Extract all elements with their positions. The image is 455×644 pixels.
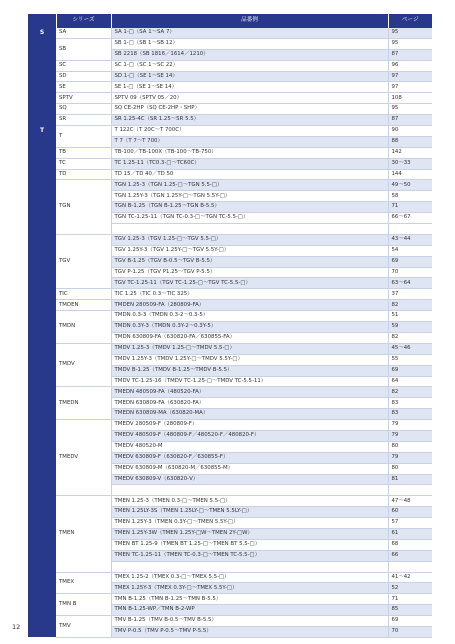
series-cell: SPTV	[56, 93, 111, 104]
page-cell	[388, 561, 432, 572]
item-cell	[111, 561, 388, 572]
table-row	[28, 496, 432, 507]
table-row	[28, 234, 432, 245]
page-cell: 49～50	[388, 180, 432, 191]
item-cell: TMEDN 630809-MA（630820-MA）	[111, 409, 388, 420]
page-cell: 83	[388, 398, 432, 409]
page-cell: 68	[388, 539, 432, 550]
table-row	[28, 104, 432, 115]
table-row	[28, 594, 432, 605]
item-cell: SA 1-□（SA 1～SA 7）	[111, 28, 388, 38]
page-cell: 108	[388, 93, 432, 104]
page-cell: 144	[388, 169, 432, 180]
header-item: 品番例	[111, 14, 388, 28]
page-cell: 80	[388, 441, 432, 452]
table-row	[28, 158, 432, 169]
item-cell: TMEDV 630809-F（630820-F／630855-F）	[111, 452, 388, 463]
series-cell: SQ	[56, 104, 111, 115]
item-cell: SR 1.25-4C（SR 1.25～SR 5.5）	[111, 115, 388, 126]
index-table	[28, 14, 432, 638]
item-cell: TMV B-1.25（TMV B-0.5～TMV B-5.5）	[111, 616, 388, 627]
item-cell: TGN 1.25-3（TGN 1.25-□～TGN 5.5-□）	[111, 180, 388, 191]
table-row	[28, 147, 432, 158]
page-cell: 142	[388, 147, 432, 158]
page-cell: 70	[388, 626, 432, 637]
series-cell: SR	[56, 115, 111, 126]
page-cell: 96	[388, 60, 432, 71]
item-cell: TMDEN 280509-FA（280809-FA）	[111, 300, 388, 311]
item-cell: TMEDV 630809-M（630820-M／630855-M）	[111, 463, 388, 474]
page-cell: 90	[388, 126, 432, 137]
page-cell: 79	[388, 452, 432, 463]
table-row	[28, 311, 432, 322]
page-cell: 60	[388, 507, 432, 518]
page-cell: 85	[388, 605, 432, 616]
table-row	[28, 169, 432, 180]
item-cell: TGV 1.25-3（TGV 1.25-□～TGV 5.5-□）	[111, 234, 388, 245]
item-cell: TGV P-1.25（TGV P1.25～TGV P-5.5）	[111, 267, 388, 278]
page-cell: 97	[388, 82, 432, 93]
page-cell: 37	[388, 289, 432, 300]
item-cell	[111, 224, 388, 235]
series-cell: SE	[56, 82, 111, 93]
header-series: シリーズ	[56, 14, 111, 28]
page-cell: 70	[388, 267, 432, 278]
page-cell	[388, 485, 432, 496]
page-cell: 69	[388, 256, 432, 267]
table-row	[28, 71, 432, 82]
page-cell: 87	[388, 115, 432, 126]
item-cell: TGV B-1.25（TGV B-0.5～TGV B-5.5）	[111, 256, 388, 267]
table-row	[28, 28, 432, 38]
table-header	[28, 14, 432, 28]
series-cell: SB	[56, 38, 111, 60]
item-cell: TMEDN 480509-FA（480520-FA）	[111, 387, 388, 398]
item-cell: TMEX 1.25Y-3（TMEX 0.3Y-□～TMEX 5.5Y-□）	[111, 583, 388, 594]
page-cell: 59	[388, 322, 432, 333]
page-cell: 64	[388, 376, 432, 387]
page-cell	[388, 224, 432, 235]
page-cell: 30～33	[388, 158, 432, 169]
header-letter	[28, 14, 56, 28]
page-cell: 51	[388, 311, 432, 322]
item-cell: SB 1-□（SB 1～SB 12）	[111, 38, 388, 49]
section-letter: T	[28, 126, 56, 638]
item-cell: TGN TC-1.25-11（TGN TC-0.3-□～TGN TC-5.5-□）	[111, 213, 388, 224]
item-cell: T 122C（T 20C～T 700C）	[111, 126, 388, 137]
page-cell: 82	[388, 332, 432, 343]
table-row	[28, 616, 432, 627]
item-cell: SB 2218（SB 1816／1614／1210）	[111, 49, 388, 60]
series-cell: TMDV	[56, 343, 111, 387]
item-cell: TMEDV 480509-F（480809-F／480520-F／480820-F）	[111, 430, 388, 441]
item-cell: SD 1-□（SE 1～SE 14）	[111, 71, 388, 82]
series-cell: TMEDN	[56, 387, 111, 420]
item-cell: TMDN 0.3-3（TMDN 0.3-2～0.3-5）	[111, 311, 388, 322]
item-cell: TB-100／TB-100X（TB-100～TB-750）	[111, 147, 388, 158]
table-row	[28, 180, 432, 191]
table-row	[28, 60, 432, 71]
item-cell: TMDV TC-1.25-16（TMDV TC-1.25-□～TMDV TC-5.5-11）	[111, 376, 388, 387]
page-cell: 71	[388, 202, 432, 213]
page-cell: 82	[388, 300, 432, 311]
page-cell: 55	[388, 354, 432, 365]
item-cell: SPTV 09（SPTV 05／20）	[111, 93, 388, 104]
table-body	[28, 28, 432, 637]
page-cell: 52	[388, 583, 432, 594]
page-cell: 95	[388, 38, 432, 49]
series-cell: TMEN	[56, 496, 111, 572]
page-cell: 95	[388, 28, 432, 38]
series-cell: TC	[56, 158, 111, 169]
item-cell: TMDV 1.25-3（TMDV 1.25-□～TMDV 5.5-□）	[111, 343, 388, 354]
item-cell: TIC 1.25（TIC 0.3～TIC 325）	[111, 289, 388, 300]
series-cell: TGV	[56, 234, 111, 288]
item-cell: TMEN 1.25Y-3（TMEN 0.3Y-□～TMEN 5.5Y-□）	[111, 518, 388, 529]
item-cell: TD 15／TD 40／TD 50	[111, 169, 388, 180]
series-cell: TD	[56, 169, 111, 180]
table-row	[28, 115, 432, 126]
table-row	[28, 343, 432, 354]
item-cell: TMEN 1.25Y-3W（TMEN 1.25Y-□W～TMEN 2Y-□W）	[111, 528, 388, 539]
series-cell: SD	[56, 71, 111, 82]
item-cell: SC 1-□（SC 1～SC 22）	[111, 60, 388, 71]
page-cell: 83	[388, 409, 432, 420]
item-cell: TMDV B-1.25（TMDV B-1.25～TMDV B-5.5）	[111, 365, 388, 376]
item-cell: TMN B-1.25（TMN B-1.25～TMN B-5.5）	[111, 594, 388, 605]
page-cell: 71	[388, 594, 432, 605]
item-cell: TMV P-0.5（TMV P-0.5～TMV P-5.5）	[111, 626, 388, 637]
page-cell: 69	[388, 616, 432, 627]
page-cell: 79	[388, 420, 432, 431]
page-cell: 95	[388, 104, 432, 115]
table-row	[28, 572, 432, 583]
table-row	[28, 300, 432, 311]
page-cell: 57	[388, 518, 432, 529]
item-cell: TMEDV 280509-F（280809-F）	[111, 420, 388, 431]
item-cell	[111, 485, 388, 496]
page-cell: 58	[388, 191, 432, 202]
page-cell: 63～64	[388, 278, 432, 289]
page-cell: 81	[388, 474, 432, 485]
series-cell: TIC	[56, 289, 111, 300]
page-cell: 61	[388, 528, 432, 539]
series-cell: TMDEN	[56, 300, 111, 311]
item-cell: TMDV 1.25Y-3（TMDV 1.25Y-□～TMDV 5.5Y-□）	[111, 354, 388, 365]
item-cell: TMEN BT 1.25-9（TMEN BT 1.25-□～TMEN BT 5.5-□）	[111, 539, 388, 550]
table-row	[28, 38, 432, 49]
table-row	[28, 387, 432, 398]
page-cell: 41～42	[388, 572, 432, 583]
page-cell: 82	[388, 387, 432, 398]
page-cell: 88	[388, 136, 432, 147]
item-cell: TGN 1.25Y-3（TGN 1.25Y-□～TGN 5.5Y-□）	[111, 191, 388, 202]
series-cell: TB	[56, 147, 111, 158]
page-cell: 47～48	[388, 496, 432, 507]
table-row	[28, 93, 432, 104]
page-cell: 87	[388, 49, 432, 60]
item-cell: TGN B-1.25（TGN B-1.25～TGN B-5.5）	[111, 202, 388, 213]
series-cell: TGN	[56, 180, 111, 234]
item-cell: SQ CE-2HP（SQ CE-2HP・SHP）	[111, 104, 388, 115]
item-cell: TGV TC-1.25-11（TGV TC-1.25-□～TGV TC-5.5-□）	[111, 278, 388, 289]
item-cell: TMEDV 480520-M	[111, 441, 388, 452]
page-cell: 80	[388, 463, 432, 474]
page-cell: 69	[388, 365, 432, 376]
table-row	[28, 82, 432, 93]
series-cell: SA	[56, 28, 111, 38]
item-cell: TMEDN 630809-FA（630820-FA）	[111, 398, 388, 409]
section-letter: S	[28, 28, 56, 126]
item-cell: TMEN 1.25-3（TMEN 0.3-□～TMEN 5.5-□）	[111, 496, 388, 507]
item-cell: TMDN 630809-FA（630820-FA／630855-FA）	[111, 332, 388, 343]
page-cell: 66～67	[388, 213, 432, 224]
series-cell: T	[56, 126, 111, 148]
item-cell: TMEN TC-1.25-11（TMEN TC-0.3-□～TMEN TC-5.5-□）	[111, 550, 388, 561]
table-row	[28, 126, 432, 137]
page-cell: 97	[388, 71, 432, 82]
table-row	[28, 420, 432, 431]
item-cell: TC 1.25-11（TC0.3-□～TC60C）	[111, 158, 388, 169]
page-cell: 45～46	[388, 343, 432, 354]
series-cell: TMEX	[56, 572, 111, 594]
page-cell: 79	[388, 430, 432, 441]
series-cell: SC	[56, 60, 111, 71]
series-cell: TMN B	[56, 594, 111, 616]
item-cell: TMEN 1.25LY-3S（TMEN 1.25LY-□～TMEN 5.5LY-□）	[111, 507, 388, 518]
header-page: ページ	[388, 14, 432, 28]
item-cell: TMN B-1.25-WP／TMN B-2-WP	[111, 605, 388, 616]
item-cell: TMEDV 630809-V（630820-V）	[111, 474, 388, 485]
page-number: 12	[12, 623, 21, 631]
page-cell: 66	[388, 550, 432, 561]
item-cell: SE 1-□（SE 1～SE 14）	[111, 82, 388, 93]
series-cell: TMV	[56, 616, 111, 638]
series-cell: TMEDV	[56, 420, 111, 496]
item-cell: TGV 1.25Y-3（TGV 1.25Y-□～TGV 5.5Y-□）	[111, 245, 388, 256]
item-cell: TMEX 1.25-2（TMEX 0.3-□～TMEX 5.5-□）	[111, 572, 388, 583]
page-cell: 43～44	[388, 234, 432, 245]
table-row	[28, 289, 432, 300]
item-cell: TMDN 0.3Y-3（TMDN 0.3Y-2～0.3Y-5）	[111, 322, 388, 333]
page-cell: 54	[388, 245, 432, 256]
series-cell: TMDN	[56, 311, 111, 344]
item-cell: T 7（T 7～T 700）	[111, 136, 388, 147]
